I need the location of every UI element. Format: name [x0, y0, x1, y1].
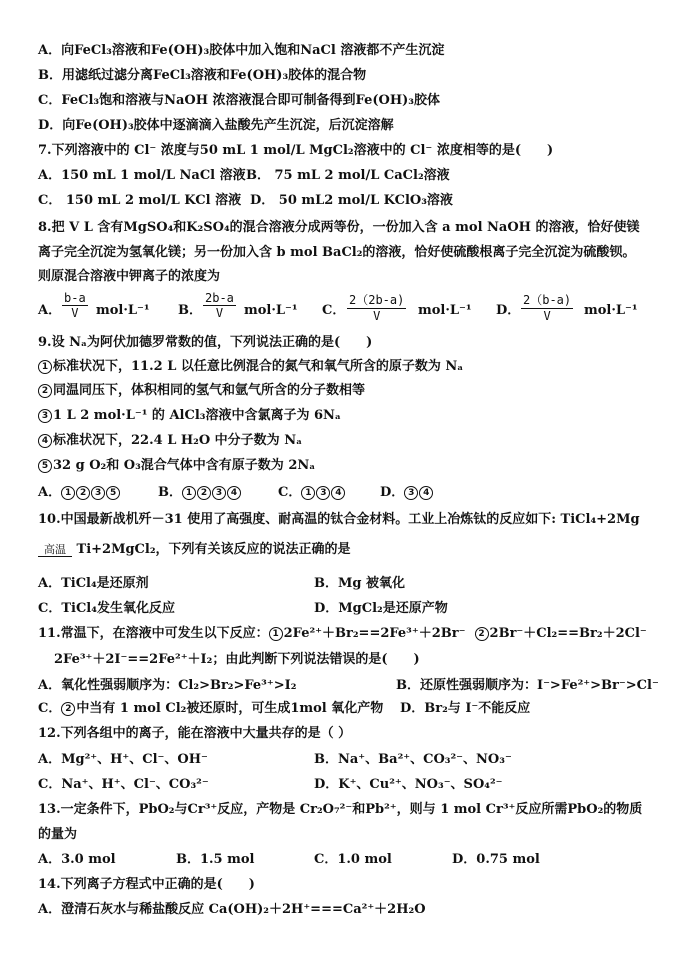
q10-option-c: C．TiCl₄发生氧化反应 — [38, 601, 175, 616]
q8-option-d-fraction — [521, 291, 573, 323]
q8-option-a-unit: mol·L⁻¹ — [96, 303, 150, 318]
q9-item-5 — [38, 457, 315, 475]
q8-option-d-label: D． — [496, 303, 521, 318]
q8-line-3: 则原混合溶液中钾离子的浓度为 — [38, 269, 221, 284]
q13-option-b: B．1.5 mol — [176, 852, 255, 867]
q11-option-c — [38, 700, 383, 718]
q8-option-c-fraction — [347, 291, 406, 323]
q11-option-c-label: C． — [38, 701, 62, 716]
q8-d-numerator: 2（b-a) — [523, 293, 572, 307]
q9-option-a — [38, 484, 121, 502]
q9-option-a-label: A． — [38, 485, 62, 500]
q13-option-a: A．3.0 mol — [38, 852, 116, 867]
q11-reaction-2: 2Br⁻＋Cl₂==Br₂＋2Cl⁻ — [489, 626, 647, 641]
circled-number-icon: 3 — [91, 486, 105, 500]
q9-item-4-text: 标准状况下，22.4 L H₂O 中分子数为 Nₐ — [53, 433, 303, 448]
q9-item-3 — [38, 407, 341, 425]
q14-stem: 14.下列离子方程式中正确的是( ) — [38, 877, 255, 892]
q8-a-denominator: V — [71, 306, 79, 320]
q10-line-2 — [38, 541, 351, 559]
q8-b-denominator: V — [215, 306, 224, 320]
q6-option-c: C．FeCl₃饱和溶液与NaOH 浓溶液混合即可制备得到Fe(OH)₃胶体 — [38, 93, 440, 108]
q11-option-c-text: 中当有 1 mol Cl₂被还原时，可生成1mol 氧化产物 — [76, 701, 384, 716]
q11-option-d: D．Br₂与 I⁻不能反应 — [400, 701, 531, 716]
q11-reaction-1: 2Fe²⁺＋Br₂==2Fe³⁺＋2Br⁻ — [283, 626, 466, 641]
circled-number-icon: 1 — [301, 486, 315, 500]
circled-number-icon: 4 — [38, 434, 52, 448]
q10-option-a: A．TiCl₄是还原剂 — [38, 576, 149, 591]
q8-option-b-label: B． — [178, 303, 202, 318]
q8-option-b-unit: mol·L⁻¹ — [244, 303, 298, 318]
q12-option-c: C．Na⁺、H⁺、Cl⁻、CO₃²⁻ — [38, 777, 209, 792]
q9-item-3-text: 1 L 2 mol·L⁻¹ 的 AlCl₃溶液中含氯离子为 6Nₐ — [53, 408, 341, 423]
q9-option-c-label: C． — [278, 485, 302, 500]
q7-option-d: D． 50 mL2 mol/L KClO₃溶液 — [250, 193, 453, 208]
q9-item-1-text: 标准状况下，11.2 L 以任意比例混合的氮气和氧气所含的原子数为 Nₐ — [53, 359, 464, 374]
q9-item-2 — [38, 382, 365, 400]
q8-option-c-unit: mol·L⁻¹ — [418, 303, 472, 318]
q8-c-denominator: V — [373, 309, 381, 323]
q12-option-d: D．K⁺、Cu²⁺、NO₃⁻、SO₄²⁻ — [314, 777, 503, 792]
circled-number-icon: 2 — [38, 384, 52, 398]
q11-option-b: B．还原性强弱顺序为：I⁻>Fe²⁺>Br⁻>Cl⁻ — [396, 678, 659, 693]
q7-option-c: C． 150 mL 2 mol/L KCl 溶液 — [38, 193, 242, 208]
q11-line-1 — [38, 625, 647, 643]
q8-line-1: 8.把 V L 含有MgSO₄和K₂SO₄的混合溶液分成两等份，一份加入含 a mol NaOH 的溶液，恰好使镁 — [38, 220, 640, 235]
circled-number-icon: 3 — [212, 486, 226, 500]
circled-number-icon: 4 — [419, 486, 433, 500]
q13-line-1: 13.一定条件下，PbO₂与Cr³⁺反应，产物是 Cr₂O₇²⁻和Pb²⁺，则与 1 mol Cr³⁺反应所需PbO₂的物质 — [38, 802, 643, 817]
q8-option-a-fraction — [62, 291, 88, 320]
q13-option-d: D．0.75 mol — [452, 852, 540, 867]
q8-option-a-label: A． — [38, 303, 62, 318]
q8-option-b-fraction — [203, 291, 236, 320]
q9-stem: 9.设 Nₐ为阿伏加德罗常数的值，下列说法正确的是( ) — [38, 335, 373, 350]
q6-option-a: A．向FeCl₃溶液和Fe(OH)₃胶体中加入饱和NaCl 溶液都不产生沉淀 — [38, 43, 445, 58]
circled-number-icon: 1 — [61, 486, 75, 500]
q8-c-numerator: 2（2b-a) — [349, 293, 405, 307]
circled-number-icon: 3 — [316, 486, 330, 500]
circled-number-icon: 2 — [76, 486, 90, 500]
q10-option-d: D．MgCl₂是还原产物 — [314, 601, 448, 616]
q14-option-a: A．澄清石灰水与稀盐酸反应 Ca(OH)₂＋2H⁺===Ca²⁺＋2H₂O — [38, 902, 426, 917]
circled-number-icon: 2 — [197, 486, 211, 500]
q7-stem: 7.下列溶液中的 Cl⁻ 浓度与50 mL 1 mol/L MgCl₂溶液中的 Cl⁻ 浓度相等的是( ) — [38, 143, 554, 158]
q11-stem: 11.常温下，在溶液中可发生以下反应： — [38, 626, 269, 641]
q9-option-d — [380, 484, 434, 502]
q9-option-b-label: B． — [158, 485, 182, 500]
circled-number-icon: 4 — [331, 486, 345, 500]
q9-item-5-text: 32 g O₂和 O₃混合气体中含有原子数为 2Nₐ — [53, 458, 316, 473]
q6-option-d: D．向Fe(OH)₃胶体中逐滴滴入盐酸先产生沉淀，后沉淀溶解 — [38, 118, 394, 133]
q13-option-c: C．1.0 mol — [314, 852, 392, 867]
q9-item-4 — [38, 432, 302, 450]
circled-number-icon: 1 — [38, 360, 52, 374]
q8-a-numerator: b-a — [64, 291, 86, 305]
circled-number-icon: 2 — [61, 702, 75, 716]
q11-option-a: A．氧化性强弱顺序为：Cl₂>Br₂>Fe³⁺>I₂ — [38, 678, 297, 693]
circled-number-icon: 1 — [269, 627, 283, 641]
q9-item-1 — [38, 358, 463, 376]
q10-line-2-text: Ti+2MgCl₂，下列有关该反应的说法正确的是 — [72, 542, 351, 557]
q7-option-b: B． 75 mL 2 mol/L CaCl₂溶液 — [246, 168, 450, 183]
circled-number-icon: 1 — [182, 486, 196, 500]
q8-option-c-label: C． — [322, 303, 346, 318]
circled-number-icon: 2 — [475, 627, 489, 641]
q8-line-2: 离子完全沉淀为氢氧化镁；另一份加入含 b mol BaCl₂的溶液，恰好使硫酸根离子完全沉淀为硫酸钡。 — [38, 245, 636, 260]
q8-d-denominator: V — [543, 309, 551, 323]
circled-number-icon: 5 — [38, 459, 52, 473]
q9-option-d-label: D． — [380, 485, 405, 500]
q7-option-a: A．150 mL 1 mol/L NaCl 溶液 — [38, 168, 246, 183]
circled-number-icon: 4 — [227, 486, 241, 500]
q10-option-b: B．Mg 被氧化 — [314, 576, 405, 591]
q12-option-a: A．Mg²⁺、H⁺、Cl⁻、OH⁻ — [38, 752, 208, 767]
circled-number-icon: 3 — [404, 486, 418, 500]
q12-stem: 12.下列各组中的离子，能在溶液中大量共存的是（ ） — [38, 726, 352, 741]
q12-option-b: B．Na⁺、Ba²⁺、CO₃²⁻、NO₃⁻ — [314, 752, 512, 767]
q10-line-1: 10.中国最新战机歼－31 使用了高强度、耐高温的钛合金材料。工业上冶炼钛的反应如下: TiCl₄+2Mg — [38, 512, 640, 527]
q6-option-b: B．用滤纸过滤分离FeCl₃溶液和Fe(OH)₃胶体的混合物 — [38, 68, 367, 83]
q9-option-b — [158, 484, 242, 502]
reaction-condition: 高温 — [38, 543, 72, 557]
q9-option-c — [278, 484, 346, 502]
q8-b-numerator: 2b-a — [205, 291, 234, 305]
q8-option-d-unit: mol·L⁻¹ — [584, 303, 638, 318]
q9-item-2-text: 同温同压下，体积相同的氢气和氩气所含的分子数相等 — [53, 383, 366, 398]
q13-line-2: 的量为 — [38, 827, 78, 842]
q11-line-2: 2Fe³⁺＋2I⁻==2Fe²⁺＋I₂；由此判断下列说法错误的是( ) — [54, 652, 420, 667]
circled-number-icon: 5 — [106, 486, 120, 500]
circled-number-icon: 3 — [38, 409, 52, 423]
